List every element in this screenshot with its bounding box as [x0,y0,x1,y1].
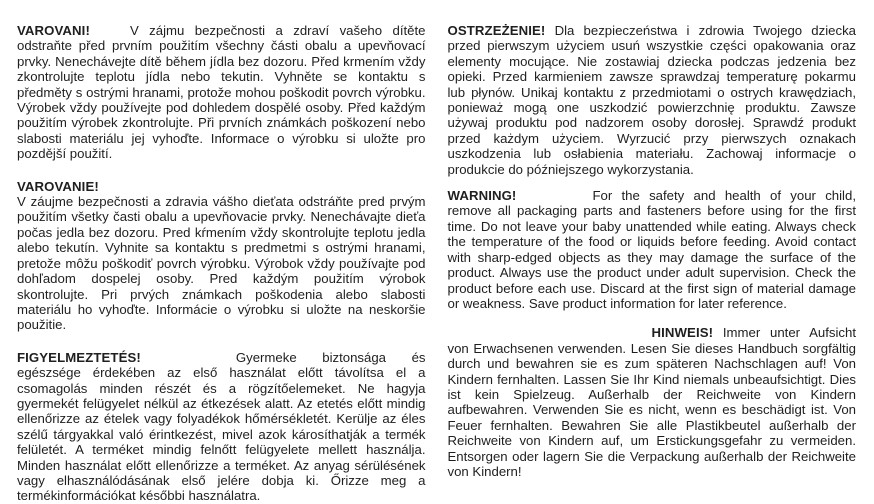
czech-paragraph [17,23,426,162]
polish-body-text: Dla bezpieczeństwa i zdrowia Twojego dziecka przed pierwszym użyciem usuń wszystkie części opakowania oraz elementy mocujące. Nie zostawiaj dziecka podczas jedzenia bez opieki. Przed karmieniem zawsze sprawdzaj temperaturę pokarmu lub płynów. Unikaj kontaktu z przedmiotami o ostrych krawędziach, ponieważ mogą one uszkodzić powierzchnię produktu. Zawsze używaj produktu pod nadzorem osoby dorosłej. Sprawdź produkt przed każdym użyciem. Wyrzucić przy pierwszych oznakach uszkodzenia lub osłabienia materiału. Zachowaj informacje o produkcie do późniejszego wykorzystania. [447,23,856,177]
slovak-heading-line [17,179,426,194]
slovak-heading: VAROVANIE! [17,178,99,194]
right-column [448,23,857,504]
section-polish-warning [448,23,857,177]
hungarian-body-text: Gyermeke biztonsága és egészsége érdekében az első használat előtt távolítsa el a csomagolás minden részét és a rögzítőelemeket. Ne hagyja gyermekét felügyelet nélkül az étkezések alatt. Az etetés előtt mindig ellenőrizze az ételek vagy folyadékok hőmérsékletét. Kerülje az éles szélű tárgyakkal való érintkezést, mivel azok károsíthatják a termék felületét. A terméket mindig felnőtt felügyelete mellett használja. Minden használat előtt ellenőrizze a terméket. Az anyag sérülésének vagy elhasználódásának első jelére dobja ki. Őrizze meg a termékinformációkat későbbi használatra. [17,349,426,504]
section-german-notice [448,325,857,479]
heading-gap [90,34,130,35]
polish-heading: OSTRZEŻENIE! [447,23,546,38]
english-heading: WARNING! [447,188,517,204]
left-column [17,23,426,504]
hungarian-paragraph [17,350,426,504]
section-slovak-warning [17,179,426,333]
section-english-warning [448,188,857,311]
english-body-text: For the safety and health of your child, remove all packaging parts and fasteners before using for the first time. Do not leave your baby unattended while eating. Always check the temperature of the food or liquids before feeding. Avoid contact with sharp-edged objects as they may damage the surface of the product. Always use the product under adult supervision. Check the product before each use. Discard at the first sign of material damage or weakness. Save product information for later reference. [447,188,856,311]
heading-gap [141,361,236,362]
section-czech-warning [17,23,426,162]
heading-gap [516,199,592,200]
polish-paragraph [448,23,857,177]
hungarian-heading: FIGYELMEZTETÉS! [17,349,141,365]
slovak-body-text: V záujme bezpečnosti a zdravia vášho dieťata odstráňte pred prvým použitím všetky časti obalu a upevňovacie prvky. Nenechávajte dieťa počas jedla bez dozoru. Pred kŕmením vždy skontrolujte teplotu jedla alebo tekutín. Vyhnite sa kontaktu s predmetmi s ostrými hranami, pretože môžu poškodiť povrch výrobku. Výrobok vždy používajte pod dohľadom dospelej osoby. Pred každým použitím výrobok skontrolujte. Pri prvých známkach poškodenia alebo slabosti materiálu ho vyhoďte. Informácie o výrobku si uložte na neskoršie použitie. [17,194,426,333]
german-paragraph [448,325,857,479]
czech-body-text: V zájmu bezpečnosti a zdraví vašeho dítěte odstraňte před prvním použitím všechny části obalu a upevňovací prvky. Nenechávejte dítě během jídla bez dozoru. Před krmením vždy zkontrolujte teplotu jídla nebo tekutin. Vyhněte se kontaktu s předměty s ostrými hranami, protože mohou poškodit povrch výrobku. Výrobek vždy používejte pod dohledem dospělé osoby. Před každým použitím výrobek zkontrolujte. Při prvních známkách poškození nebo slabosti materiálu jej vyhoďte. Informace o výrobku si uložte pro pozdější použití. [17,23,426,162]
czech-heading: VAROVANI! [17,23,90,38]
section-hungarian-warning [17,350,426,504]
german-heading: HINWEIS! [651,325,714,341]
slovak-paragraph [17,194,426,333]
german-body-text: Immer unter Aufsicht von Erwachsenen verwenden. Lesen Sie dieses Handbuch sorgfältig durch und bewahren sie es zum späteren Nachschlagen auf! Von Kindern fernhalten. Lassen Sie Ihr Kind niemals unbeaufsichtigt. Dies ist kein Spielzeug. Außerhalb der Reichweite von Kindern aufbewahren. Verwenden Sie es nicht, wenn es beschädigt ist. Von Feuer fernhalten. Bewahren Sie alle Plastikbeutel außerhalb der Reichweite von Kindern auf, um Erstickungsgefahr zu vermeiden. Entsorgen oder lagern Sie die Verpackung außerhalb der Reichweite von Kindern! [447,325,856,479]
english-paragraph [448,188,857,311]
